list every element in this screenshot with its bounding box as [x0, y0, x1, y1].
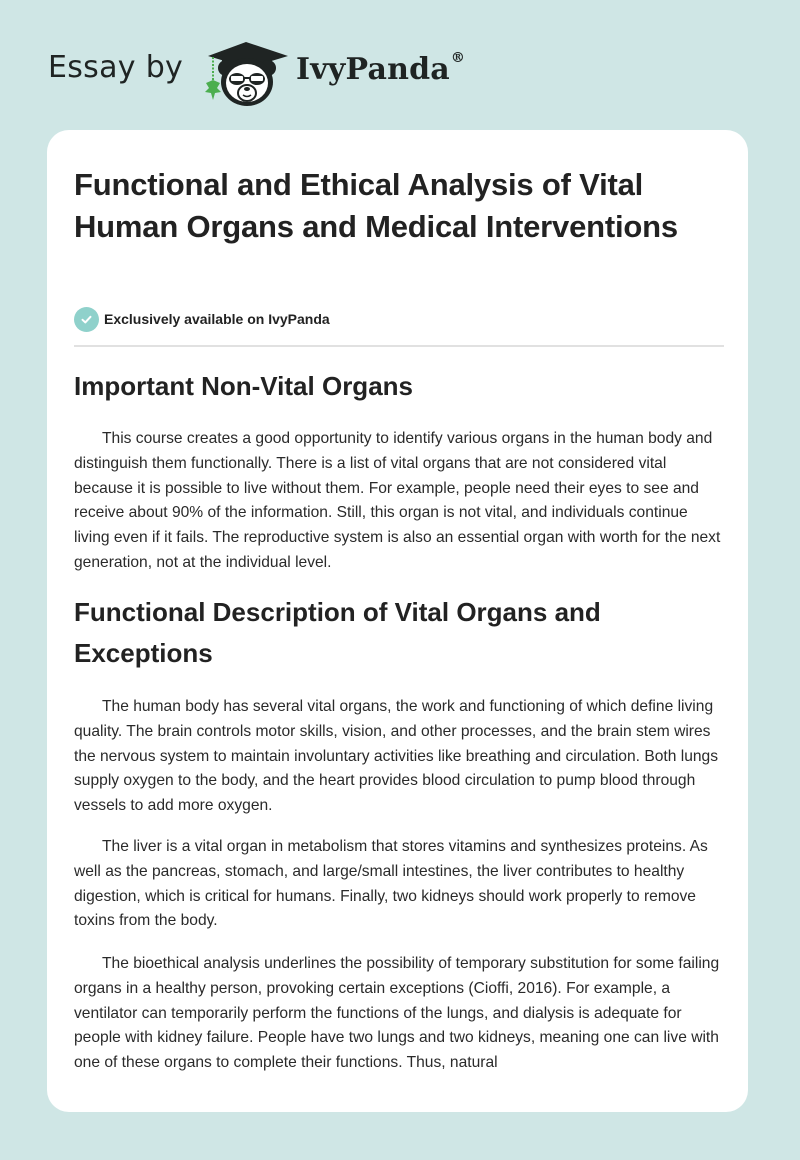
essay-card: [47, 130, 748, 1112]
essay-by-label: Essay by: [48, 50, 184, 85]
section-heading-vital-organs: Functional Description of Vital Organs and Exceptions: [74, 597, 601, 668]
exclusive-label: Exclusively available on IvyPanda: [104, 311, 330, 327]
brand-name-text: IvyPanda: [296, 52, 450, 87]
site-header: [0, 0, 800, 130]
page-title: Functional and Ethical Analysis of Vital Human Organs and Medical Interventions: [74, 167, 678, 244]
paragraph: The bioethical analysis underlines the possibility of temporary substitution for some failing organs in a healthy person, provoking certain exceptions (Cioffi, 2016). For example, a ventilator can temporarily perform the functions of the lungs, and dialysis is adequate for people with kidney failure. People have two lungs and two kidneys, meaning one can live with one of these organs to complete their functions. Thus, natural: [74, 955, 720, 1072]
section-heading-non-vital-organs: Important Non-Vital Organs: [74, 371, 413, 401]
check-circle-icon: [74, 307, 99, 332]
exclusive-badge: [74, 305, 330, 333]
brand-name[interactable]: [296, 52, 465, 87]
paragraph: The human body has several vital organs, the work and functioning of which define living quality. The brain controls motor skills, vision, and other processes, and the brain stem wires the nervous system to maintain involuntary activities like breathing and circulation. Both lungs supply oxygen to the body, and the heart provides blood circulation to pump blood through vessels to add more oxygen.: [74, 698, 719, 815]
panda-graduate-icon[interactable]: [202, 36, 292, 108]
paragraph: The liver is a vital organ in metabolism that stores vitamins and synthesizes proteins. As well as the pancreas, stomach, and large/small intestines, the liver contributes to healthy digestion, which is critical for humans. Finally, two kidneys should work properly to remove toxins from the body.: [74, 838, 708, 930]
divider: [74, 345, 724, 347]
paragraph: This course creates a good opportunity to identify various organs in the human body and distinguish them functionally. There is a list of vital organs that are not considered vital because it is possible to live without them. For example, people need their eyes to see and receive about 90% of the information. Still, this organ is not vital, and individuals continue living even if it fails. The reproductive system is also an essential organ with worth for the next generation, not at the individual level.: [74, 430, 721, 571]
registered-mark: ®: [450, 50, 466, 66]
